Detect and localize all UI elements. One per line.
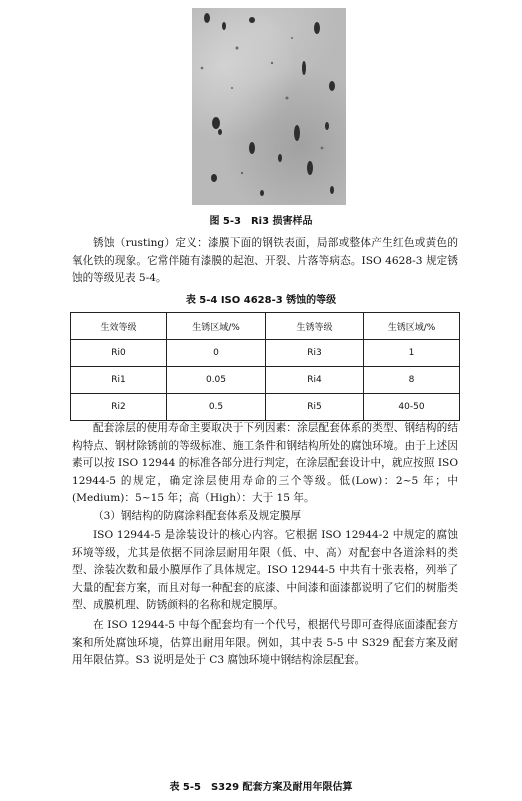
table-header-cell: 生锈区域/%	[167, 313, 266, 340]
table-cell: 0.05	[167, 367, 266, 394]
table-cell: Ri1	[71, 367, 167, 394]
table-cell: Ri0	[71, 340, 167, 367]
table-cell: Ri2	[71, 394, 167, 421]
table-cell: 8	[364, 367, 460, 394]
table-title: 表 5-4 ISO 4628-3 锈蚀的等级	[185, 295, 337, 306]
paragraph-system-code: 在 ISO 12944-5 中每个配套均有一个代号，根据代号即可查得底面漆配套方案和所处腐蚀环境，估算出耐用年限。例如，其中表 5-5 中 S329 配套方案及耐用年限估算。S3 说明是处于 C3 腐蚀环境中钢结构涂层配套。	[72, 619, 458, 667]
table-cell: Ri5	[266, 394, 364, 421]
table-header-cell: 生效等级	[71, 313, 167, 340]
table-cell: 0	[167, 340, 266, 367]
paragraph-coating-lifetime: 配套涂层的使用寿命主要取决于下列因素：涂层配套体系的类型、钢结构的结构特点、钢材除锈前的等级标准、施工条件和钢结构所处的腐蚀环境。由于上述因素可以按 ISO 12944 的标准各部分进行判定，在涂层配套设计中，就应按照 ISO 12944-5 的规定，确定涂层使用寿命的三个等级。低(Low)：2~5 年；中(Medium)：5~15 年；高（High）：大于 15 年。	[72, 422, 458, 505]
rust-spots-graphic	[192, 8, 346, 205]
table-header-cell: 生锈等级	[266, 313, 364, 340]
table-row	[71, 394, 460, 421]
figure-caption: 图 5-3 Ri3 损害样品	[209, 216, 313, 227]
paragraph-iso-12944-5: ISO 12944-5 是涂装设计的核心内容。它根据 ISO 12944-2 中规定的腐蚀环境等级，尤其是依据不同涂层耐用年限（低、中、高）对配套中各道涂料的类型、涂装次数和最小膜厚作了具体规定。ISO 12944-5 中共有十张表格，列举了大量的配套方案，而且对每一种配套的底漆、中间漆和面漆都说明了它们的树脂类型、成膜机理、防锈颜料的名称和规定膜厚。	[72, 529, 458, 612]
table-row	[71, 367, 460, 394]
rust-grade-table	[70, 312, 460, 421]
table-cell: 0.5	[167, 394, 266, 421]
table-header-cell: 生锈区域/%	[364, 313, 460, 340]
rust-sample-photo	[192, 8, 346, 205]
table-5-5-title: 表 5-5 S329 配套方案及耐用年限估算	[169, 782, 353, 793]
paragraph-rusting-definition: 锈蚀（rusting）定义：漆膜下面的钢铁表面，局部或整体产生红色或黄色的氧化铁的现象。它常伴随有漆膜的起泡、开裂、片落等病态。ISO 4628-3 规定锈蚀的等级见表 5-4。	[72, 237, 458, 285]
section-heading: （3）钢结构的防腐涂料配套体系及规定膜厚	[93, 510, 302, 522]
table-cell: Ri3	[266, 340, 364, 367]
table-cell: 1	[364, 340, 460, 367]
table-cell: 40-50	[364, 394, 460, 421]
table-row	[71, 340, 460, 367]
table-header-row	[71, 313, 460, 340]
table-cell: Ri4	[266, 367, 364, 394]
